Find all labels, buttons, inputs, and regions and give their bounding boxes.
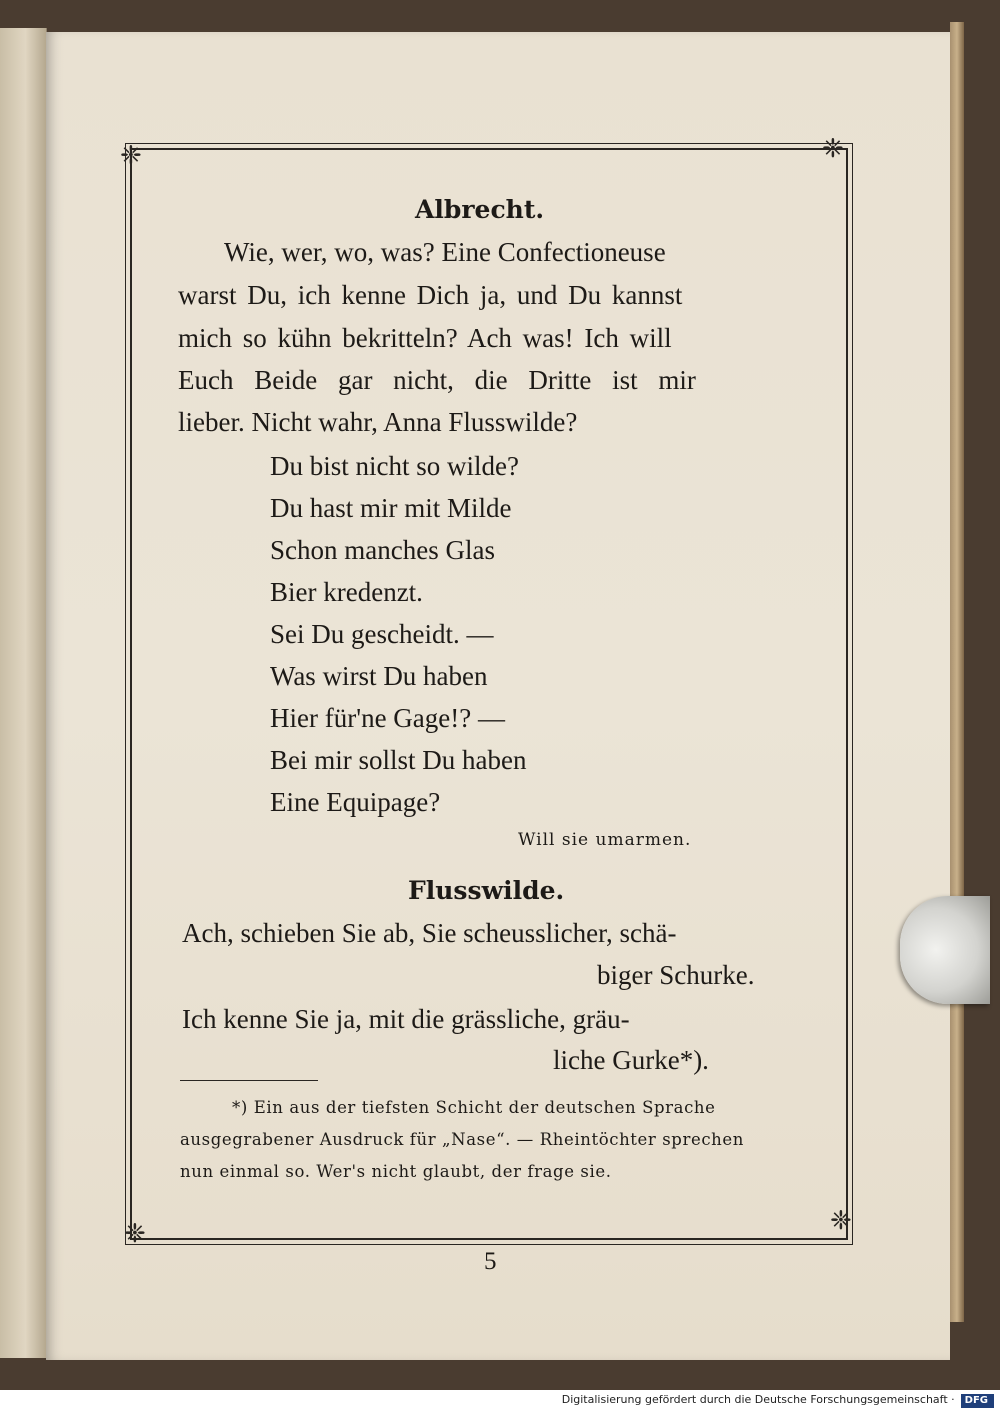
- footnote-line: ausgegrabener Ausdruck für „Nase“. — Rheintöchter sprechen: [180, 1130, 744, 1149]
- speaker-name: Flusswilde.: [408, 876, 565, 905]
- footnote-line: nun einmal so. Wer's nicht glaubt, der frage sie.: [180, 1162, 612, 1181]
- dfg-logo: DFG: [961, 1394, 994, 1408]
- footnote-rule: [180, 1080, 318, 1081]
- verse-line: Sei Du gescheidt. —: [270, 619, 494, 649]
- dialogue-line: liche Gurke*).: [553, 1045, 709, 1075]
- verse-line: Bier kredenzt.: [270, 577, 423, 607]
- verse-line: Bei mir sollst Du haben: [270, 745, 527, 775]
- corner-ornament-icon: ❈: [822, 134, 844, 164]
- dialogue-line: biger Schurke.: [597, 960, 755, 990]
- prose-line: mich so kühn bekritteln? Ach was! Ich will: [178, 323, 672, 353]
- corner-ornament-icon: ❈: [830, 1206, 852, 1236]
- prose-line: warst Du, ich kenne Dich ja, und Du kannst: [178, 280, 683, 310]
- digitization-credit: [0, 1390, 1000, 1410]
- page-clip: [900, 896, 990, 1004]
- prose-line: Euch Beide gar nicht, die Dritte ist mir: [178, 365, 696, 395]
- credit-text: Digitalisierung gefördert durch die Deutsche Forschungsgemeinschaft ·: [561, 1393, 955, 1406]
- verse-line: Du bist nicht so wilde?: [270, 451, 519, 481]
- speaker-name: Albrecht.: [415, 195, 545, 224]
- footnote-line: *) Ein aus der tiefsten Schicht der deutschen Sprache: [232, 1098, 716, 1117]
- stage-direction: Will sie umarmen.: [518, 830, 692, 850]
- facing-page-edge: [0, 28, 47, 1358]
- verse-line: Du hast mir mit Milde: [270, 493, 512, 523]
- verse-line: Was wirst Du haben: [270, 661, 488, 691]
- page-number: 5: [484, 1248, 497, 1275]
- ornamental-frame: [130, 148, 848, 1240]
- prose-line: Wie, wer, wo, was? Eine Confectioneuse: [224, 237, 666, 267]
- dialogue-line: Ich kenne Sie ja, mit die grässliche, gräu-: [182, 1004, 630, 1034]
- verse-line: Schon manches Glas: [270, 535, 495, 565]
- prose-line: lieber. Nicht wahr, Anna Flusswilde?: [178, 407, 578, 437]
- dialogue-line: Ach, schieben Sie ab, Sie scheusslicher, schä-: [182, 918, 677, 948]
- corner-ornament-icon: ❈: [124, 1219, 146, 1249]
- verse-line: Hier für'ne Gage!? —: [270, 703, 505, 733]
- book-fore-edge: [950, 22, 964, 1322]
- corner-ornament-icon: ❈: [120, 141, 142, 171]
- verse-line: Eine Equipage?: [270, 787, 441, 817]
